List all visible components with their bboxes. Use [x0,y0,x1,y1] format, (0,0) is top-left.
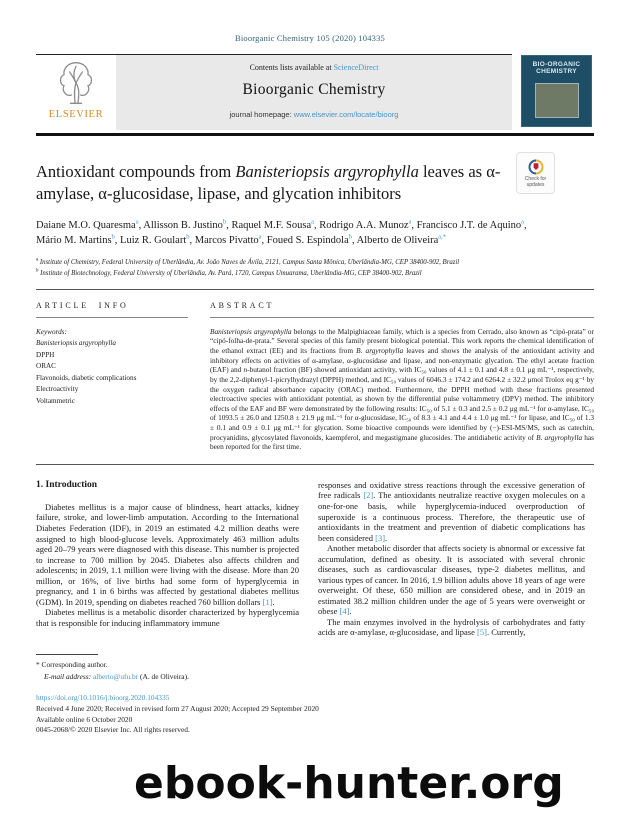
article-info-column [36,301,188,452]
text-segment: , Luiz R. Goulart [114,235,187,247]
text-segment: , Allisson B. Justino [138,219,223,231]
text-segment: , Marcos Pivatto [189,235,259,247]
introduction-section [0,480,620,682]
text-segment: n [243,365,248,375]
text-segment: (A. de Oliveira). [138,671,189,681]
ebook-hunter-watermark: ebook-hunter.org [134,758,564,809]
affiliation [36,258,594,269]
corresponding-author-note: * Corresponding author. [36,660,108,670]
homepage-line [120,110,508,119]
text-segment: responses and oxidative stress reactions through the excessive generation of free radicals [318,479,585,501]
sciencedirect-link[interactable]: ScienceDirect [333,63,379,72]
text-segment: Diabetes mellitus is a metabolic disorder characterized by hyperglycemia that is responsible for inducing inflammatory immune [36,607,299,628]
text-segment: b [348,233,352,241]
text-segment: b [186,233,190,241]
section-rule [36,289,594,290]
journal-citation-link[interactable]: Bioorganic Chemistry 105 (2020) 104335 [234,33,386,43]
keyword: DPPH [36,350,55,359]
text-segment: Institute of Biotechnology, Federal University of Uberlândia, Av. Pará, 1720, Campus Umuarama, Uberlândia-MG, CEP 38400-902, Brazil [38,269,422,277]
elsevier-logo [36,55,116,130]
contents-prefix: Contents lists available at [249,63,334,72]
journal-banner [116,55,512,130]
footnote [36,654,299,682]
cover-title: BIO-ORGANIC CHEMISTRY [532,61,581,76]
article-meta-footer [0,693,620,736]
intro-right-column [318,480,585,682]
text-segment: Diabetes mellitus is a major cause of blindness, heart attacks, kidney failure, stroke, and lower-limb amputation. According to the International Diabetes Federation (IDF), in 2019 an estimated 4.2 million deaths were assigned to high blood-glucose levels. Approximately 463 million adults aged 20–79 years were diagnosed with this disease. This number is projected to increase to 700 million by 2045. Diabetes also affects children and adolescents; in 2019, 1.1 million were living with the disease. More than 20 million, or 16%, of live births had some form of hyperglycemia in pregnancy, and 1 in 6 births was affected by gestational diabetes mellitus (GDM). In 2019, spending on diabetes reached 760 billion dollars [36,501,299,607]
text-segment: Daiane M.O. Quaresma [36,219,136,231]
text-segment: a,* [438,233,447,241]
text-segment: . [385,532,388,543]
paragraph [318,543,585,617]
paragraph [318,617,585,638]
section-rule [36,464,594,465]
intro-left-column [36,480,299,682]
abstract-text [210,327,594,452]
text-segment: . [272,596,275,607]
article-title [36,161,514,205]
keywords-label: Keywords: [36,327,67,336]
keyword: Flavonoids, diabetic complications [36,373,137,382]
text-segment: b [222,218,227,226]
available-online: Available online 6 October 2020 [36,714,133,724]
info-abstract-section [0,301,620,452]
check-for-updates-badge[interactable] [516,152,555,194]
text-segment: a [521,218,525,226]
elsevier-wordmark: ELSEVIER [48,109,104,120]
inline-link[interactable]: [1] [262,596,273,607]
journal-header [0,54,620,130]
text-segment: Banisteriopsis argyrophylla [210,326,292,336]
inline-link[interactable]: [2] [363,490,374,501]
text-segment: a [258,233,262,241]
check-updates-icon [528,159,544,175]
text-segment: a [408,218,412,226]
homepage-prefix: journal homepage: [229,110,294,119]
text-segment: has been reported for the first time. [210,432,594,452]
journal-cover-thumbnail[interactable] [521,55,592,127]
text-segment: leaves as α-amylase, α-glucosidase, lipase, and glycation inhibitors [36,162,501,203]
text-segment: . [349,606,352,617]
affiliations [36,258,594,280]
text-segment: a [311,218,314,226]
article-info-heading: ARTICLE INFO [36,301,188,318]
header-rule [36,133,594,136]
keyword: Voltammetric [36,396,75,405]
journal-title: Bioorganic Chemistry [242,81,386,98]
text-segment: Antioxidant compounds from [36,162,236,181]
text-segment: B. argyrophylla [356,346,404,356]
elsevier-tree-icon [54,59,98,107]
keyword: Banisteriopsis argyrophylla [36,339,116,348]
text-segment: . Currently, [486,627,526,638]
text-segment: The main enzymes involved in the hydrolysis of carbohydrates and fatty acids are α-amylase, α-glucosidase, and lipase [318,616,585,638]
inline-link[interactable]: alberto@ufu.br [93,671,139,681]
issn-copyright: 0045-2068/© 2020 Elsevier Inc. All rights reserved. [36,725,190,735]
text-segment: -butanol fraction (BF) showed antioxidant activity, with IC₅₀ values of 4.1 ± 0.1 and 4.8 ± 0.1 μg mL⁻¹, respectively, by the 2,2-diphenyl-1-picrylhydrazyl (DPPH) method, and IC₅₀ values of 6046.3 ± 174.2 and 6264.2 ± 32.2 μmol Trolox eq g⁻¹ by the oxygen radical absorbance capacity (ORAC) method. Furthermore, the DPPH method with these fractions presented electroactive species with antioxidant potential, as shown by the differential pulse voltammetry (DPV) method. The inhibitory effects of the EAF and BF were demonstrated by the following results: IC₅₀ of 5.1 ± 0.3 and 2.5 ± 0.2 μg mL⁻¹ for α-amylase, IC₅₀ of 1093.5 ± 26.0 and 1250.8 ± 21.9 μg mL⁻¹ for α-glucosidase, IC₅₀ of 8.3 ± 4.1 and 4.4 ± 1.0 μg mL⁻¹ for lipase, and IC₅₀ of 1.3 ± 0.1 and 0.9 ± 0.1 μg mL⁻¹ for glycation. Some bioactive compounds were identified by (−)-ESI-MS/MS, such as catechin, procyanidins, glycosylated flavonoids, kaempferol, and megastigmane glucosides. The antidiabetic activity of [210,365,594,442]
text-segment: Banisteriopsis argyrophylla [235,162,419,181]
text-segment: , Rodrigo A.A. Munoz [314,219,409,231]
keyword: Electroactivity [36,385,79,394]
keyword: ORAC [36,362,56,371]
text-segment: belongs to the Malpighiaceae family, which is a species from Cerrado, also known as “cipó-prata” or “cipó-folha-de-prata.” Several species of this family present biological potential. This work reports the chemical identification of the ethanol extract (EE) and its fractions from [210,326,594,356]
affiliation [36,269,594,280]
homepage-link[interactable]: www.elsevier.com/locate/bioorg [293,110,399,119]
text-segment: a [135,218,139,226]
paragraph [318,480,585,543]
text-segment: a [36,257,39,263]
abstract-column [210,301,594,452]
inline-link[interactable]: [4] [339,606,350,617]
text-segment: leaves and shows the analysis of the antioxidant activity and inhibitory effects on activities of α-amylase, α-glucosidase and lipase, and non-enzymatic glycation. The ethyl acetate fraction (EAF) and [210,346,594,375]
cover-image [535,83,579,118]
text-segment: , Mário M. Martins [36,219,527,247]
text-segment: , Raquel M.F. Sousa [226,219,312,231]
text-segment: b [36,268,39,274]
text-segment: Another metabolic disorder that affects society is abnormal or excessive fat accumulation, defined as obesity. It is associated with several chronic diseases, such as cardiovascular diseases, type-2 diabetes mellitus, and various types of cancer. In 2016, 1.9 billion adults above 18 years of age were overweight. Of these, 650 million are considered obese, and in 2019 an estimated 38.2 million children under the age of 5 years were overweight or obese [318,543,585,617]
text-segment: B. argyrophylla [536,432,583,442]
footnote-rule [36,654,98,655]
inline-link[interactable]: [5] [477,627,487,638]
text-segment: E-mail address: [44,671,93,681]
inline-link[interactable]: [3] [375,532,386,543]
paragraph [36,502,299,607]
text-segment: Institute of Chemistry, Federal University of Uberlândia, Av. João Naves de Ávila, 2121, Campus Santa Mônica, Uberlândia-MG, CEP 38400-902, Brazil [38,259,460,267]
author-list [36,218,541,250]
email-address-line [36,671,299,682]
text-segment: , Francisco J.T. de Aquino [411,219,522,231]
header-masthead [36,54,512,130]
abstract-heading: ABSTRACT [210,301,594,318]
contents-line [120,63,508,72]
doi-link[interactable]: https://doi.org/10.1016/j.bioorg.2020.104335 [36,693,170,703]
paragraph [36,607,299,628]
text-segment: . The antioxidants neutralize reactive oxygen molecules on a one-for-one basis, while hyperglycemia-induced overproduction of superoxide is a continuous process. Therefore, the therapeutic use of antioxidants in the treatment and prevention of diabetic complications has been considered [318,490,585,543]
received-dates: Received 4 June 2020; Received in revised form 27 August 2020; Accepted 29 September 2020 [36,703,319,713]
text-segment: , Foued S. Espindola [261,235,349,247]
badge-label: Check for updates [524,175,547,188]
text-segment: b [111,233,115,241]
text-segment: , Alberto de Oliveira [351,235,439,247]
introduction-heading: 1. Introduction [36,479,98,490]
